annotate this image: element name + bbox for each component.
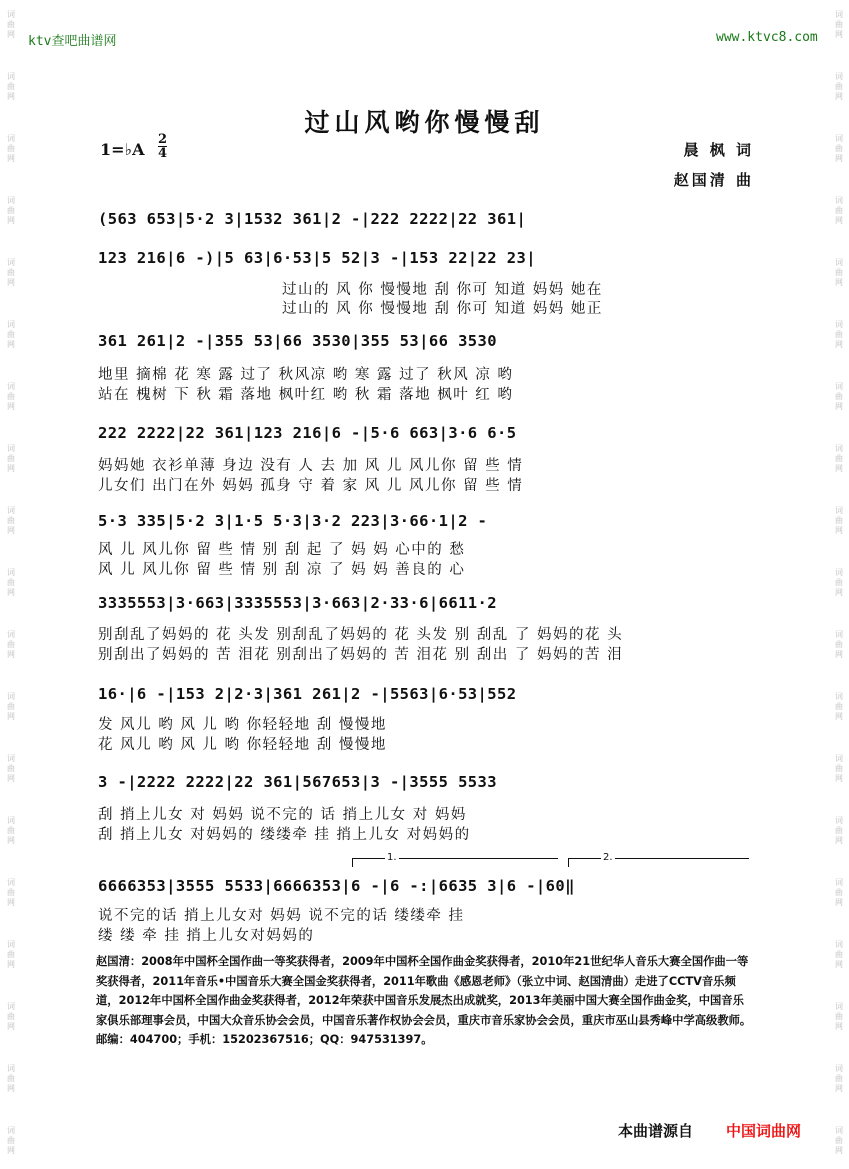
watermark-text: 词 曲 网 (7, 1064, 15, 1093)
second-ending-bracket (568, 852, 749, 867)
lyric-verse-1: 过山的 风 你 慢慢地 刮 你可 知道 妈妈 她在 (282, 282, 603, 298)
watermark-text: 词 曲 网 (835, 630, 843, 659)
source-label: 本曲谱源自 (618, 1122, 694, 1140)
watermark-text: 词 曲 网 (835, 196, 843, 225)
watermark-text: 词 曲 网 (835, 320, 843, 349)
watermark-text: 词 曲 网 (835, 754, 843, 783)
key-signature: 1=♭A (100, 140, 145, 159)
watermark-text: 词 曲 网 (7, 1002, 15, 1031)
lyric-verse-2: 站在 槐树 下 秋 霜 落地 枫叶红 哟 秋 霜 落地 枫叶 红 哟 (98, 387, 514, 403)
notation-line: 5·3 335|5·2 3|1·5 5·3|3·2 223|3·66·1|2 - (98, 512, 488, 530)
lyric-verse-1: 风 儿 风儿你 留 些 情 别 刮 起 了 妈 妈 心中的 愁 (98, 542, 466, 558)
notation-line: 3 -|2222 2222|22 361|567653|3 -|3555 5533 (98, 773, 498, 791)
watermark-text: 词 曲 网 (835, 10, 843, 39)
watermark-text: 词 曲 网 (835, 1126, 843, 1155)
notation-line: 6666353|3555 5533|6666353|6 -|6 -:|6635 3|6 -|60‖ (98, 877, 575, 895)
right-watermark-column (831, 0, 847, 1169)
watermark-text: 词 曲 网 (835, 72, 843, 101)
first-ending-bracket (352, 852, 558, 867)
meter-top: 2 (158, 132, 168, 147)
composer-credit: 赵国清 曲 (673, 171, 754, 189)
watermark-text: 词 曲 网 (7, 444, 15, 473)
watermark-text: 词 曲 网 (835, 134, 843, 163)
watermark-text: 词 曲 网 (835, 1064, 843, 1093)
lyric-verse-1: 刮 捎上儿女 对 妈妈 说不完的 话 捎上儿女 对 妈妈 (98, 807, 467, 823)
first-ending-label: 1. (387, 852, 397, 863)
watermark-text: 词 曲 网 (7, 134, 15, 163)
lyric-verse-1: 发 风儿 哟 风 儿 哟 你轻轻地 刮 慢慢地 (98, 717, 387, 733)
lyric-verse-1: 别刮乱了妈妈的 花 头发 别刮乱了妈妈的 花 头发 别 刮乱 了 妈妈的花 头 (98, 627, 624, 643)
notation-line: 123 216|6 -)|5 63|6·53|5 52|3 -|153 22|22 23| (98, 249, 536, 267)
watermark-text: 词 曲 网 (7, 940, 15, 969)
notation-line: 361 261|2 -|355 53|66 3530|355 53|66 3530 (98, 332, 498, 350)
watermark-text: 词 曲 网 (7, 382, 15, 411)
watermark-text: 词 曲 网 (7, 692, 15, 721)
watermark-text: 词 曲 网 (7, 630, 15, 659)
watermark-text: 词 曲 网 (7, 10, 15, 39)
song-title: 过山风哟你慢慢刮 (304, 108, 545, 137)
watermark-text: 词 曲 网 (7, 258, 15, 287)
second-ending-label: 2. (603, 852, 613, 863)
watermark-text: 词 曲 网 (835, 382, 843, 411)
watermark-text: 词 曲 网 (835, 940, 843, 969)
lyric-verse-2: 缕 缕 牵 挂 捎上儿女对妈妈的 (98, 928, 315, 944)
watermark-text: 词 曲 网 (7, 196, 15, 225)
header-site-right[interactable]: www.ktvc8.com (716, 30, 818, 45)
meter-bottom: 4 (158, 146, 168, 161)
watermark-text: 词 曲 网 (7, 816, 15, 845)
watermark-text: 词 曲 网 (7, 878, 15, 907)
lyric-verse-2: 过山的 风 你 慢慢地 刮 你可 知道 妈妈 她正 (282, 301, 603, 317)
watermark-text: 词 曲 网 (835, 258, 843, 287)
watermark-text: 词 曲 网 (835, 816, 843, 845)
watermark-text: 词 曲 网 (835, 444, 843, 473)
header-site-left[interactable]: ktv查吧曲谱网 (28, 34, 117, 49)
watermark-text: 词 曲 网 (835, 1002, 843, 1031)
lyric-verse-2: 花 风儿 哟 风 儿 哟 你轻轻地 刮 慢慢地 (98, 737, 387, 753)
lyric-verse-2: 儿女们 出门在外 妈妈 孤身 守 着 家 风 儿 风儿你 留 些 情 (98, 478, 524, 494)
composer-bio: 赵国清：2008年中国杯全国作曲一等奖获得者，2009年中国杯全国作曲金奖获得者，2010年21世纪华人音乐大赛全国作曲一等奖获得者，2011年音乐•中国音乐大赛全国金奖获得者，2011年歌曲《感恩老师》（张立中词、赵国清曲）走进了CCTV音乐频道，2012年中国杯全国作曲金奖获得者，2012年荣获中国音乐发展杰出成就奖，2013年美丽中国大赛全国作曲金奖，中国音乐家俱乐部理事会员，中国大众音乐协会会员，中国音乐著作权协会会员，重庆市音乐家协会会员，重庆市巫山县秀峰中学高级教师。邮编：404700；手机：15202367516；QQ：947531397。 (96, 955, 752, 1047)
source-site-link[interactable]: 中国词曲网 (726, 1122, 802, 1140)
watermark-text: 词 曲 网 (7, 320, 15, 349)
watermark-text: 词 曲 网 (7, 1126, 15, 1155)
lyric-verse-2: 风 儿 风儿你 留 些 情 别 刮 凉 了 妈 妈 善良的 心 (98, 562, 466, 578)
lyric-verse-2: 刮 捎上儿女 对妈妈的 缕缕牵 挂 捎上儿女 对妈妈的 (98, 827, 471, 843)
watermark-text: 词 曲 网 (835, 506, 843, 535)
watermark-text: 词 曲 网 (7, 754, 15, 783)
watermark-text: 词 曲 网 (835, 568, 843, 597)
watermark-text: 词 曲 网 (7, 568, 15, 597)
watermark-text: 词 曲 网 (7, 506, 15, 535)
watermark-text: 词 曲 网 (835, 878, 843, 907)
left-watermark-column (3, 0, 19, 1169)
notation-line: 3335553|3·663|3335553|3·663|2·33·6|6611·2 (98, 594, 498, 612)
time-signature (158, 133, 167, 160)
lyric-verse-1: 妈妈她 衣衫单薄 身边 没有 人 去 加 风 儿 风儿你 留 些 情 (98, 458, 524, 474)
notation-line: 222 2222|22 361|123 216|6 -|5·6 663|3·6 6·5 (98, 424, 517, 442)
notation-line: (563 653|5·2 3|1532 361|2 -|222 2222|22 361| (98, 210, 527, 228)
watermark-text: 词 曲 网 (7, 72, 15, 101)
lyricist-credit: 晨 枫 词 (683, 141, 754, 159)
lyric-verse-1: 说不完的话 捎上儿女对 妈妈 说不完的话 缕缕牵 挂 (98, 908, 465, 924)
notation-line: 16·|6 -|153 2|2·3|361 261|2 -|5563|6·53|552 (98, 685, 517, 703)
lyric-verse-2: 别刮出了妈妈的 苦 泪花 别刮出了妈妈的 苦 泪花 别 刮出 了 妈妈的苦 泪 (98, 647, 624, 663)
lyric-verse-1: 地里 摘棉 花 寒 露 过了 秋风凉 哟 寒 露 过了 秋风 凉 哟 (98, 367, 514, 383)
watermark-text: 词 曲 网 (835, 692, 843, 721)
